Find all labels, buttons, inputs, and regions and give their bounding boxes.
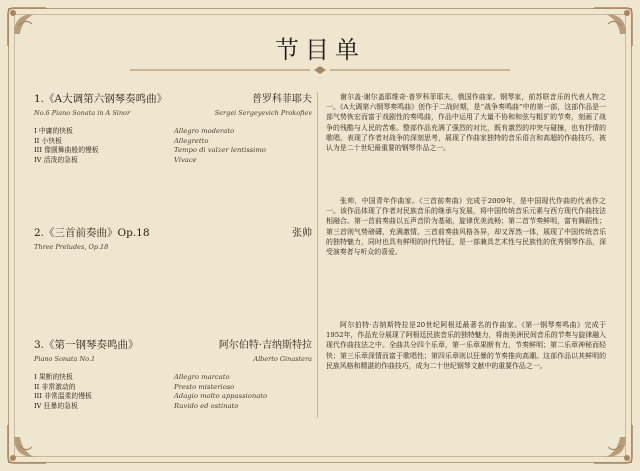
corner-ornament-icon [590,421,636,467]
movement-item: I 中庸的快板 Allegro moderato [34,127,235,135]
column-divider [317,92,318,418]
title-divider [130,66,510,74]
composer-name: 张帅 [292,228,312,239]
composer-name-en: Alberto Ginastera [253,355,312,363]
movement-list [34,373,312,411]
piece-title-en: Three Preludes, Op.18 [34,243,109,251]
piece-title-en: No.6 Piano Sonata in A Sinor [34,109,131,117]
movement-item: I 果断的快板 Allegro marcato [34,373,230,381]
program-item [34,224,312,251]
movement-item: III 像圆舞曲般的慢板 Tempo di valzer lentissimo [34,146,267,155]
movement-item: II 小快板 Allegretto [34,136,209,145]
piece-title: 3.《第一钢琴奏鸣曲》 [34,339,139,351]
piece-description: 张帅，中国青年作曲家。《三首前奏曲》完成于2009年，是中国现代作曲的代表作之一。该作品体现了作者对民族音乐的继承与发展，将中国传统音乐元素与西方现代作曲技法相融合。第一首前奏曲以五声音阶为基础，旋律优美流畅；第二首节奏鲜明，富有舞蹈性；第三首则气势磅礴，充满激情。三首前奏曲风格各异，却又浑然一体，展现了中国传统音乐的独特魅力，同时也具有鲜明的时代特征，是一部兼具艺术性与民族性的优秀钢琴作品，深受演奏者与听众的喜爱。 [326,197,606,257]
movement-list [34,127,312,165]
program-item [34,90,312,165]
page-title: 节目单 [275,36,365,64]
piece-title: 1.《A大调第六钢琴奏鸣曲》 [34,93,168,105]
piece-description: 谢尔盖·谢尔盖耶维奇·普罗科菲耶夫，俄国作曲家、钢琴家，前苏联音乐的代表人物之一。《A大调第六钢琴奏鸣曲》创作于二战时期，是“战争奏鸣曲”中的第一部，这部作品是一部气势恢宏而富于戏剧性的奏鸣曲，作品中运用了大量不协和和弦与粗犷的节奏，刻画了战争的残酷与人民的苦难。整部作品充满了强烈的对比，既有激烈的冲突与碰撞，也有抒情的歌唱，表现了作者对战争的深刻思考，展现了作曲家独特的音乐语言和高超的作曲技巧，被认为是二十世纪最重要的钢琴作品之一。 [326,93,606,153]
movement-item: IV 狂暴的急板 Ruvido ed ostinato [34,401,239,410]
piece-title-en: Piano Sonata No.1 [34,355,96,363]
movement-item: III 非常温柔的慢板 Adagio molto appassionato [34,392,268,401]
movement-item: II 非常激动的 Presto misterioso [34,382,235,391]
corner-ornament-icon [4,421,50,467]
movement-item: IV 活泼的急板 Vivace [34,155,197,164]
piece-title: 2.《三首前奏曲》Op.18 [34,227,150,239]
piece-description: 阿尔伯特·吉纳斯特拉是20世纪阿根廷最著名的作曲家。《第一钢琴奏鸣曲》完成于1952年，作品充分展现了阿根廷民族音乐的独特魅力，将南美洲民间音乐的节奏与旋律融入现代作曲技法之中。全曲共分四个乐章，第一乐章果断有力，节奏鲜明；第二乐章神秘而轻快；第三乐章深情而富于歌唱性；第四乐章则以狂暴的节奏推向高潮。这部作品以其鲜明的民族风格和精湛的作曲技巧，成为二十世纪钢琴文献中的重要作品之一。 [326,321,606,370]
composer-name-en: Sergei Sergeyevich Prokofiev [214,109,312,117]
composer-name: 阿尔伯特·吉纳斯特拉 [218,340,312,351]
program-item [34,336,312,411]
composer-name: 普罗科菲耶夫 [252,94,312,105]
